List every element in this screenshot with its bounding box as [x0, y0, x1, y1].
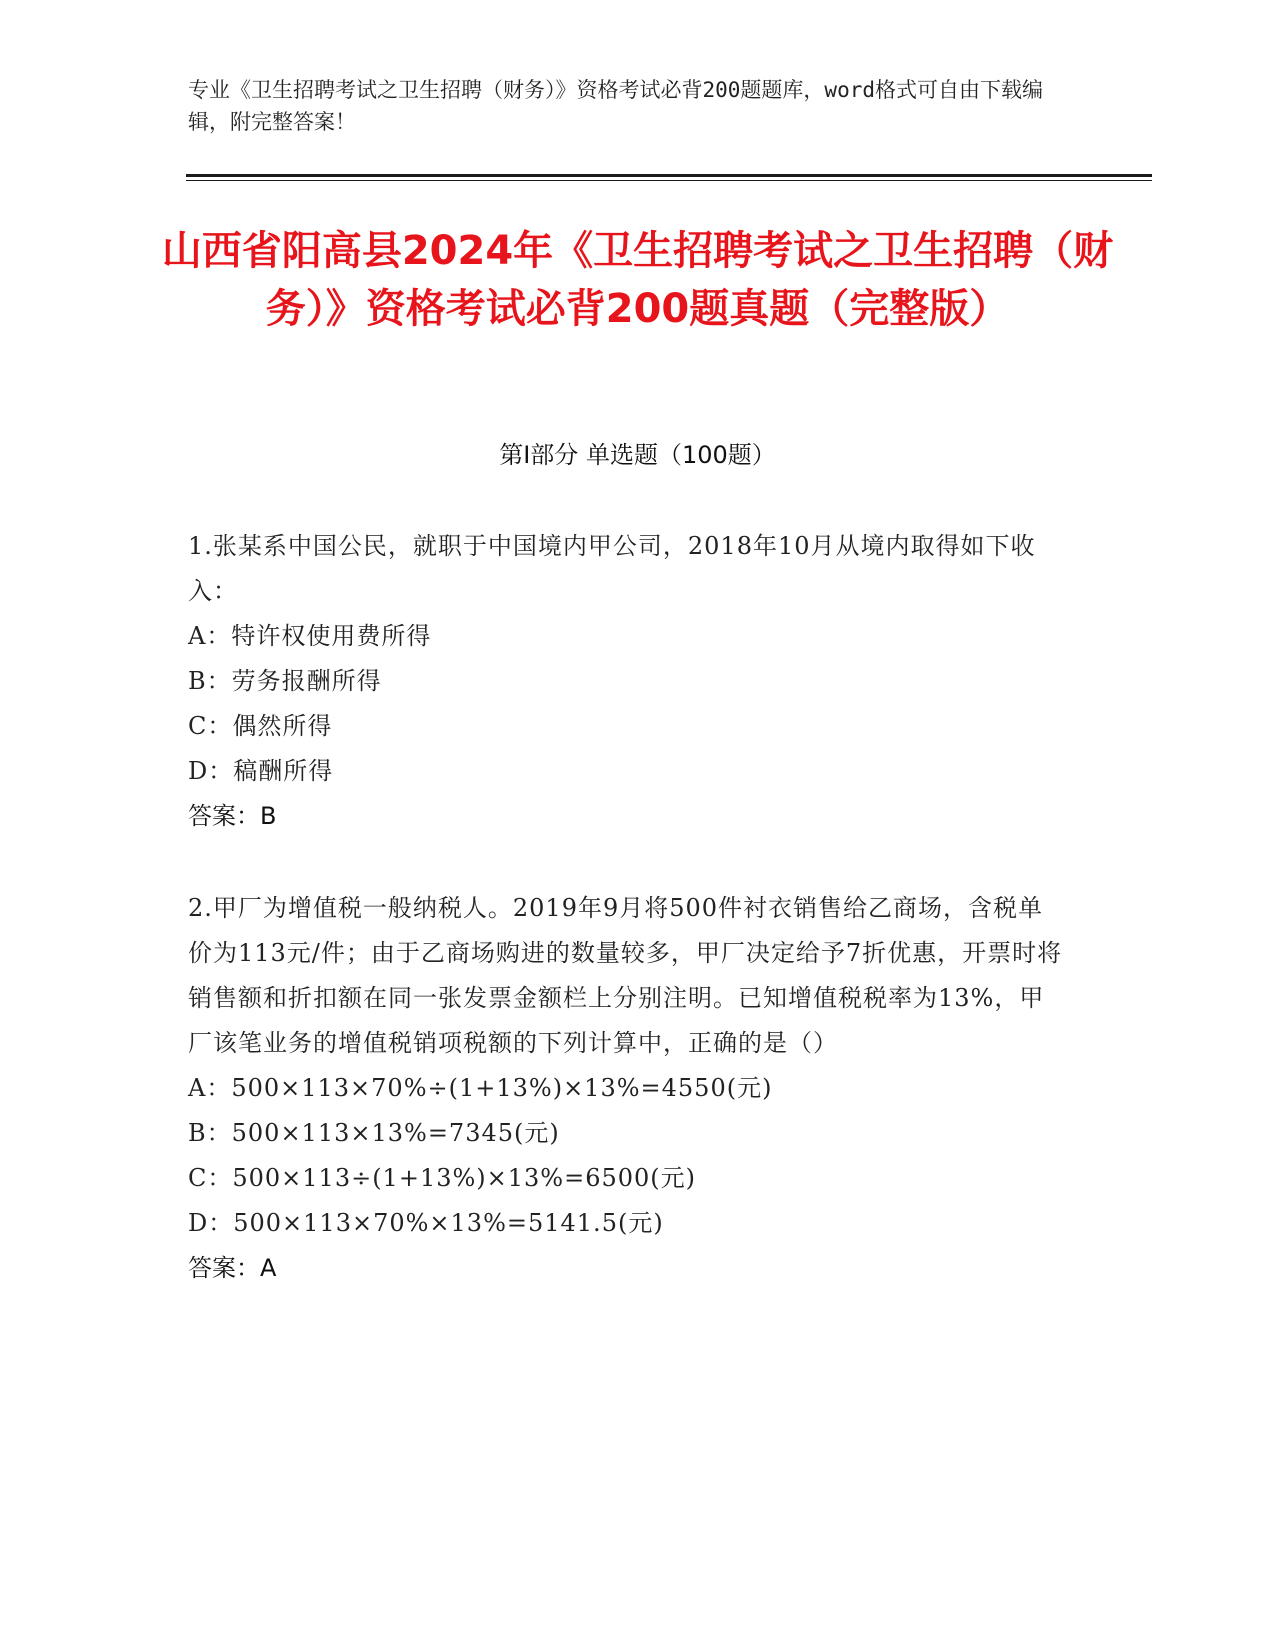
header-divider-thick — [186, 174, 1152, 177]
section-title: 第I部分 单选题（100题） — [499, 441, 776, 469]
option-d: D：稿酬所得 — [188, 757, 334, 785]
option-b: B：劳务报酬所得 — [188, 667, 382, 695]
answer-line: 答案：A — [188, 1254, 277, 1282]
question-1 — [188, 524, 1068, 839]
question-stem: 2.甲厂为增值税一般纳税人。2019年9月将500件衬衣销售给乙商场，含税单价为113元/件；由于乙商场购进的数量较多，甲厂决定给予7折优惠，开票时将销售额和折扣额在同一张发票金额栏上分别注明。已知增值税税率为13%，甲厂该笔业务的增值税销项税额的下列计算中，正确的是（） — [188, 894, 1063, 1057]
header-divider-thin — [186, 180, 1152, 181]
option-b: B：500×113×13%=7345(元) — [188, 1119, 560, 1147]
answer-line: 答案：B — [188, 802, 277, 830]
option-a: A：特许权使用费所得 — [188, 622, 432, 650]
option-c: C：500×113÷(1+13%)×13%=6500(元) — [188, 1164, 697, 1192]
option-c: C：偶然所得 — [188, 712, 333, 740]
option-d: D：500×113×70%×13%=5141.5(元) — [188, 1209, 664, 1237]
question-2 — [188, 886, 1068, 1291]
question-stem: 1.张某系中国公民，就职于中国境内甲公司，2018年10月从境内取得如下收入： — [188, 532, 1036, 605]
header-note: 专业《卫生招聘考试之卫生招聘（财务）》资格考试必背200题题库，word格式可自由下载编辑，附完整答案！ — [188, 78, 1043, 134]
document-title: 山西省阳高县2024年《卫生招聘考试之卫生招聘（财务）》资格考试必背200题真题（完整版） — [161, 228, 1114, 332]
option-a: A：500×113×70%÷(1+13%)×13%=4550(元) — [188, 1074, 773, 1102]
